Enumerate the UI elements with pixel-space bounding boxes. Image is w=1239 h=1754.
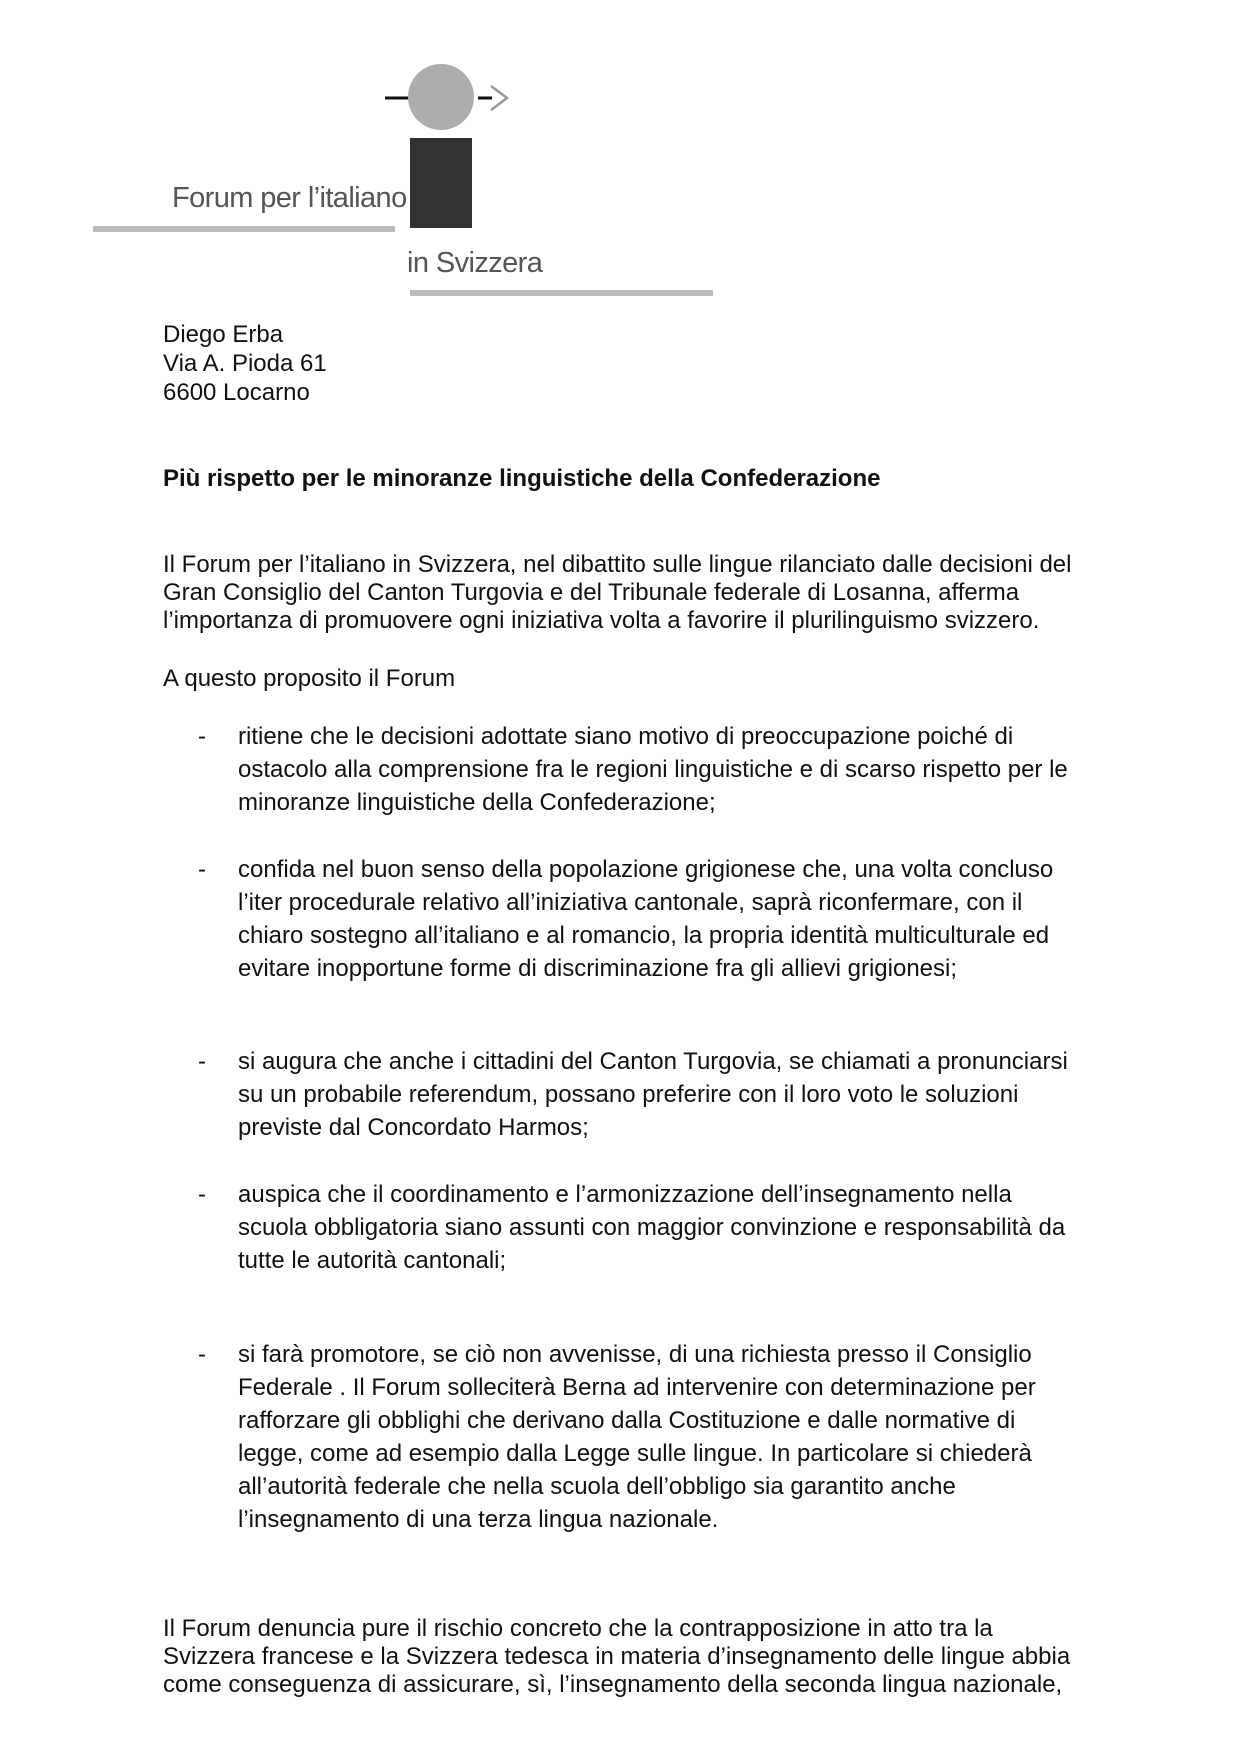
final-line: Il Forum denuncia pure il rischio concreto che la contrapposizione in atto tra la	[163, 1615, 993, 1642]
bullet-text	[238, 1045, 1068, 1144]
bullet-line: rafforzare gli obblighi che derivano dalla Costituzione e dalle normative di	[238, 1407, 1016, 1434]
final-line: Svizzera francese e la Svizzera tedesca in materia d’insegnamento delle lingue abbia	[163, 1643, 1071, 1670]
logo-block	[410, 138, 472, 228]
bullet-line: auspica che il coordinamento e l’armonizzazione dell’insegnamento nella	[238, 1181, 1012, 1208]
forum-logo	[0, 0, 1239, 320]
bullet-dash: -	[198, 856, 206, 883]
document-title: Più rispetto per le minoranze linguistiche della Confederazione	[163, 465, 881, 492]
bullet-text	[238, 1338, 1036, 1536]
bullet-line: scuola obbligatoria siano assunti con maggior convinzione e responsabilità da	[238, 1214, 1066, 1241]
intro-line: l’importanza di promuovere ogni iniziativa volta a favorire il plurilinguismo svizzero.	[163, 607, 1040, 634]
bullet-line: chiaro sostegno all’italiano e al romancio, la propria identità multiculturale ed	[238, 922, 1050, 949]
logo-graphic	[0, 0, 1239, 320]
sender-address	[163, 320, 327, 407]
logo-line-1: Forum per l’italiano	[172, 182, 407, 214]
bullet-line: si augura che anche i cittadini del Canton Turgovia, se chiamati a pronunciarsi	[238, 1048, 1068, 1075]
sender-street: Via A. Pioda 61	[163, 350, 327, 377]
final-paragraph	[163, 1615, 1163, 1699]
bullet-dash: -	[198, 723, 206, 750]
bullet-line: legge, come ad esempio dalla Legge sulle lingue. In particolare si chiederà	[238, 1440, 1032, 1467]
bullet-line: l’iter procedurale relativo all’iniziativa cantonale, saprà riconfermare, con il	[238, 889, 1023, 916]
bullet-line: su un probabile referendum, possano preferire con il loro voto le soluzioni	[238, 1081, 1019, 1108]
bullet-line: all’autorità federale che nella scuola dell’obbligo sia garantito anche	[238, 1473, 956, 1500]
bullet-text	[238, 853, 1053, 985]
bullet-line: si farà promotore, se ciò non avvenisse, di una richiesta presso il Consiglio	[238, 1341, 1032, 1368]
logo-rule-bottom	[410, 290, 713, 296]
bullet-line: evitare inopportune forme di discriminazione fra gli allievi grigionesi;	[238, 955, 958, 982]
bullet-line: ritiene che le decisioni adottate siano motivo di preoccupazione poiché di	[238, 723, 1014, 750]
bullet-dash: -	[198, 1048, 206, 1075]
bullet-line: Federale . Il Forum solleciterà Berna ad intervenire con determinazione per	[238, 1374, 1036, 1401]
bullet-text	[238, 1178, 1065, 1277]
sender-name: Diego Erba	[163, 321, 284, 348]
intro-line: Il Forum per l’italiano in Svizzera, nel dibattito sulle lingue rilanciato dalle decisioni del	[163, 551, 1072, 578]
lead-sentence: A questo proposito il Forum	[163, 665, 456, 692]
final-line: come conseguenza di assicurare, sì, l’insegnamento della seconda lingua nazionale,	[163, 1671, 1063, 1698]
logo-rule-top	[93, 226, 395, 232]
bullet-dash: -	[198, 1341, 206, 1368]
logo-circle	[408, 64, 474, 130]
bullet-line: previste dal Concordato Harmos;	[238, 1114, 589, 1141]
bullet-line: ostacolo alla comprensione fra le regioni linguistiche e di scarso rispetto per le	[238, 756, 1068, 783]
intro-line: Gran Consiglio del Canton Turgovia e del Tribunale federale di Losanna, afferma	[163, 579, 1020, 606]
bullet-line: l’insegnamento di una terza lingua nazionale.	[238, 1506, 719, 1533]
intro-paragraph	[163, 551, 1163, 635]
bullet-line: confida nel buon senso della popolazione grigionese che, una volta concluso	[238, 856, 1054, 883]
bullet-text	[238, 720, 1068, 819]
logo-line-2: in Svizzera	[407, 247, 543, 279]
logo-arrowhead	[491, 86, 507, 110]
bullet-line: tutte le autorità cantonali;	[238, 1247, 507, 1274]
bullet-line: minoranze linguistiche della Confederazione;	[238, 789, 716, 816]
sender-city: 6600 Locarno	[163, 379, 310, 406]
bullet-dash: -	[198, 1181, 206, 1208]
